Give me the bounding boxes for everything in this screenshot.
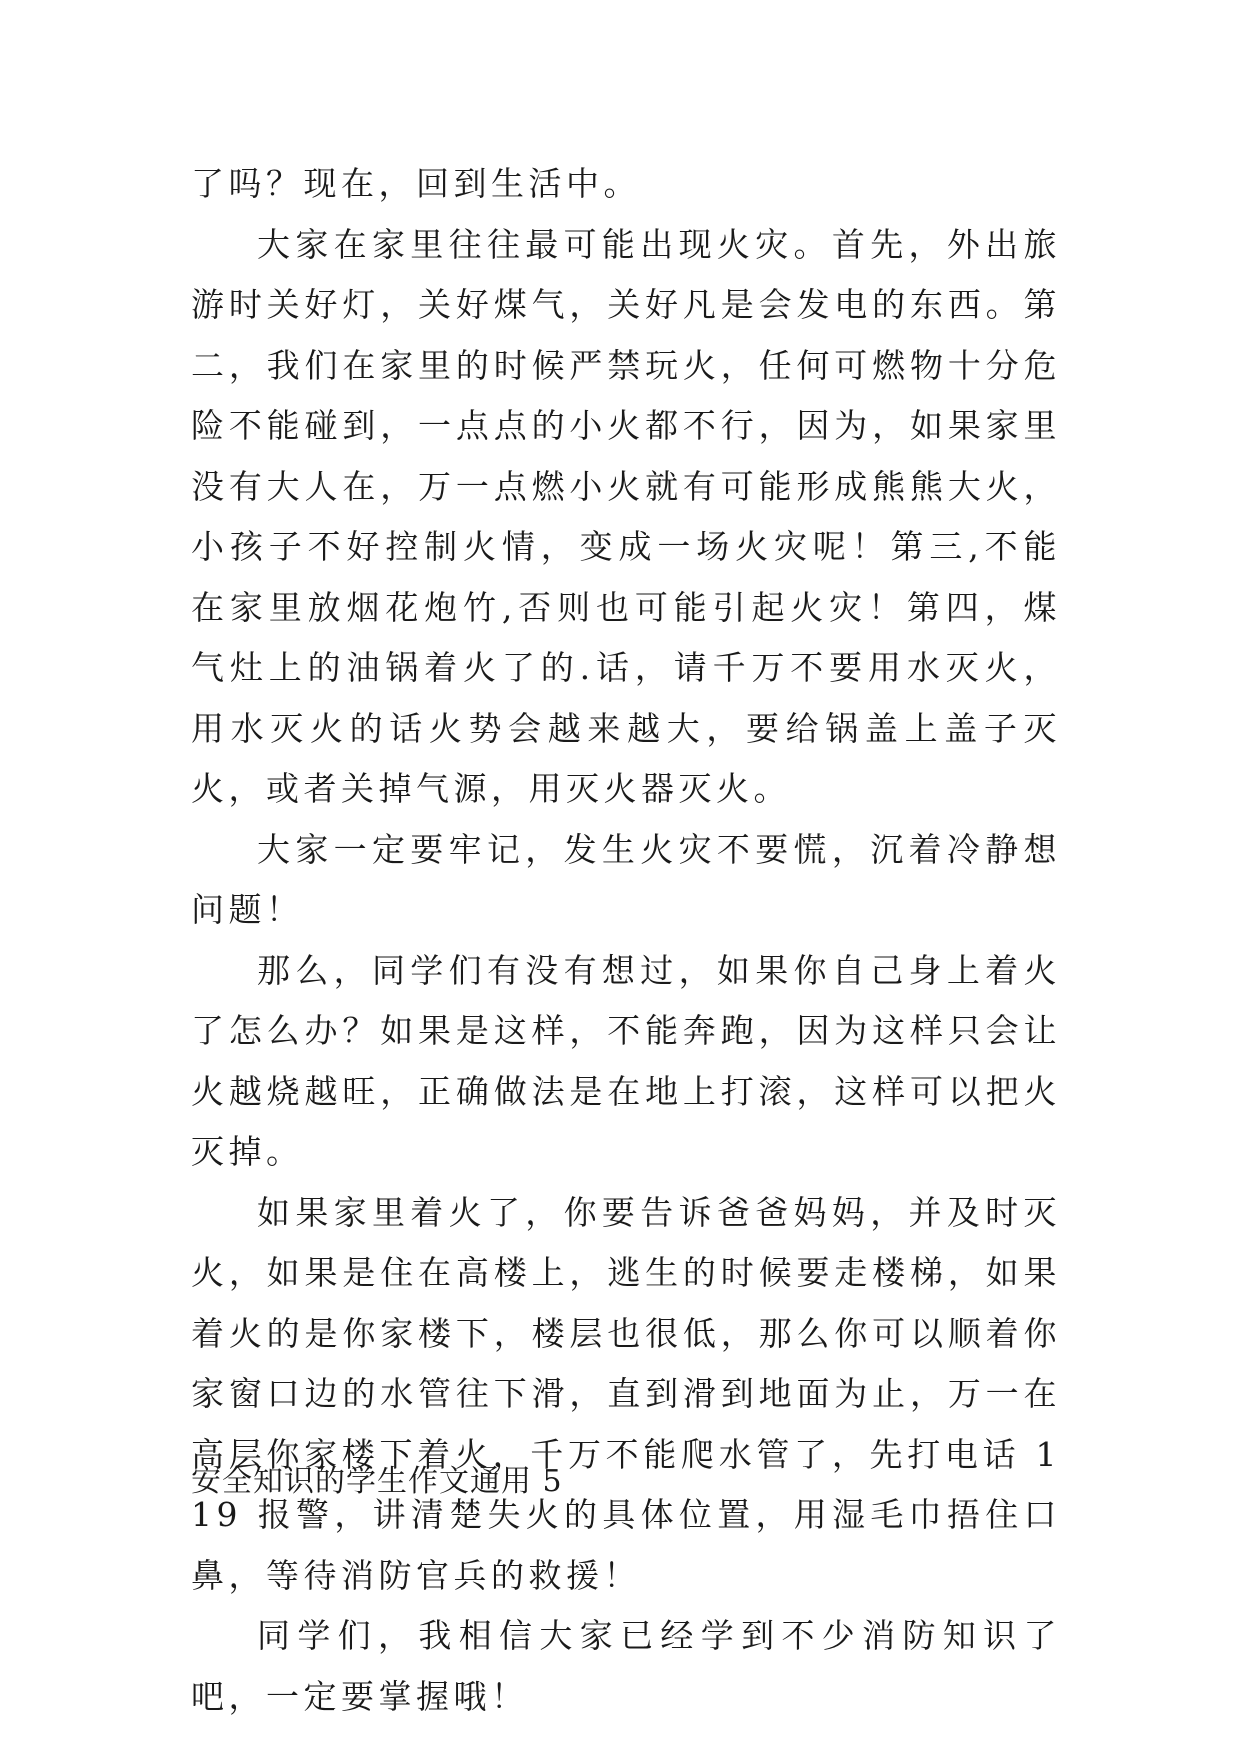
paragraph: 大家在家里往往最可能出现火灾。首先，外出旅游时关好灯，关好煤气，关好凡是会发电的东西。第二，我们在家里的时候严禁玩火，任何可燃物十分危险不能碰到，一点点的小火都不行，因为，如果家里没有大人在，万一点燃小火就有可能形成熊熊大火，小孩子不好控制火情，变成一场火灾呢！第三,不能在家里放烟花炮竹,否则也可能引起火灾！第四，煤气灶上的油锅着火了的.话，请千万不要用水灭火，用水灭火的话火势会越来越大，要给锅盖上盖子灭火，或者关掉气源，用灭火器灭火。 (191, 224, 1061, 808)
paragraph: 那么，同学们有没有想过，如果你自己身上着火了怎么办？如果是这样，不能奔跑，因为这样只会让火越烧越旺，正确做法是在地上打滚，这样可以把火灭掉。 (191, 950, 1061, 1171)
paragraph: 同学们，我相信大家已经学到不少消防知识了吧，一定要掌握哦！ (191, 1616, 1061, 1716)
section-heading: 安全知识的学生作文通用 5 (191, 1464, 563, 1499)
paragraph: 如果家里着火了，你要告诉爸爸妈妈，并及时灭火，如果是住在高楼上，逃生的时候要走楼梯，如果着火的是你家楼下，楼层也很低，那么你可以顺着你家窗口边的水管往下滑，直到滑到地面为止，万一在高层你家楼下着火，千万不能爬水管了，先打电话 119 报警，讲清楚失火的具体位置，用湿毛巾捂住口鼻，等待消防官兵的救援！ (191, 1192, 1061, 1595)
paragraph: 大家一定要牢记，发生火灾不要慌，沉着冷静想问题！ (191, 829, 1061, 929)
paragraph: 了吗？现在，回到生活中。 (191, 164, 641, 203)
